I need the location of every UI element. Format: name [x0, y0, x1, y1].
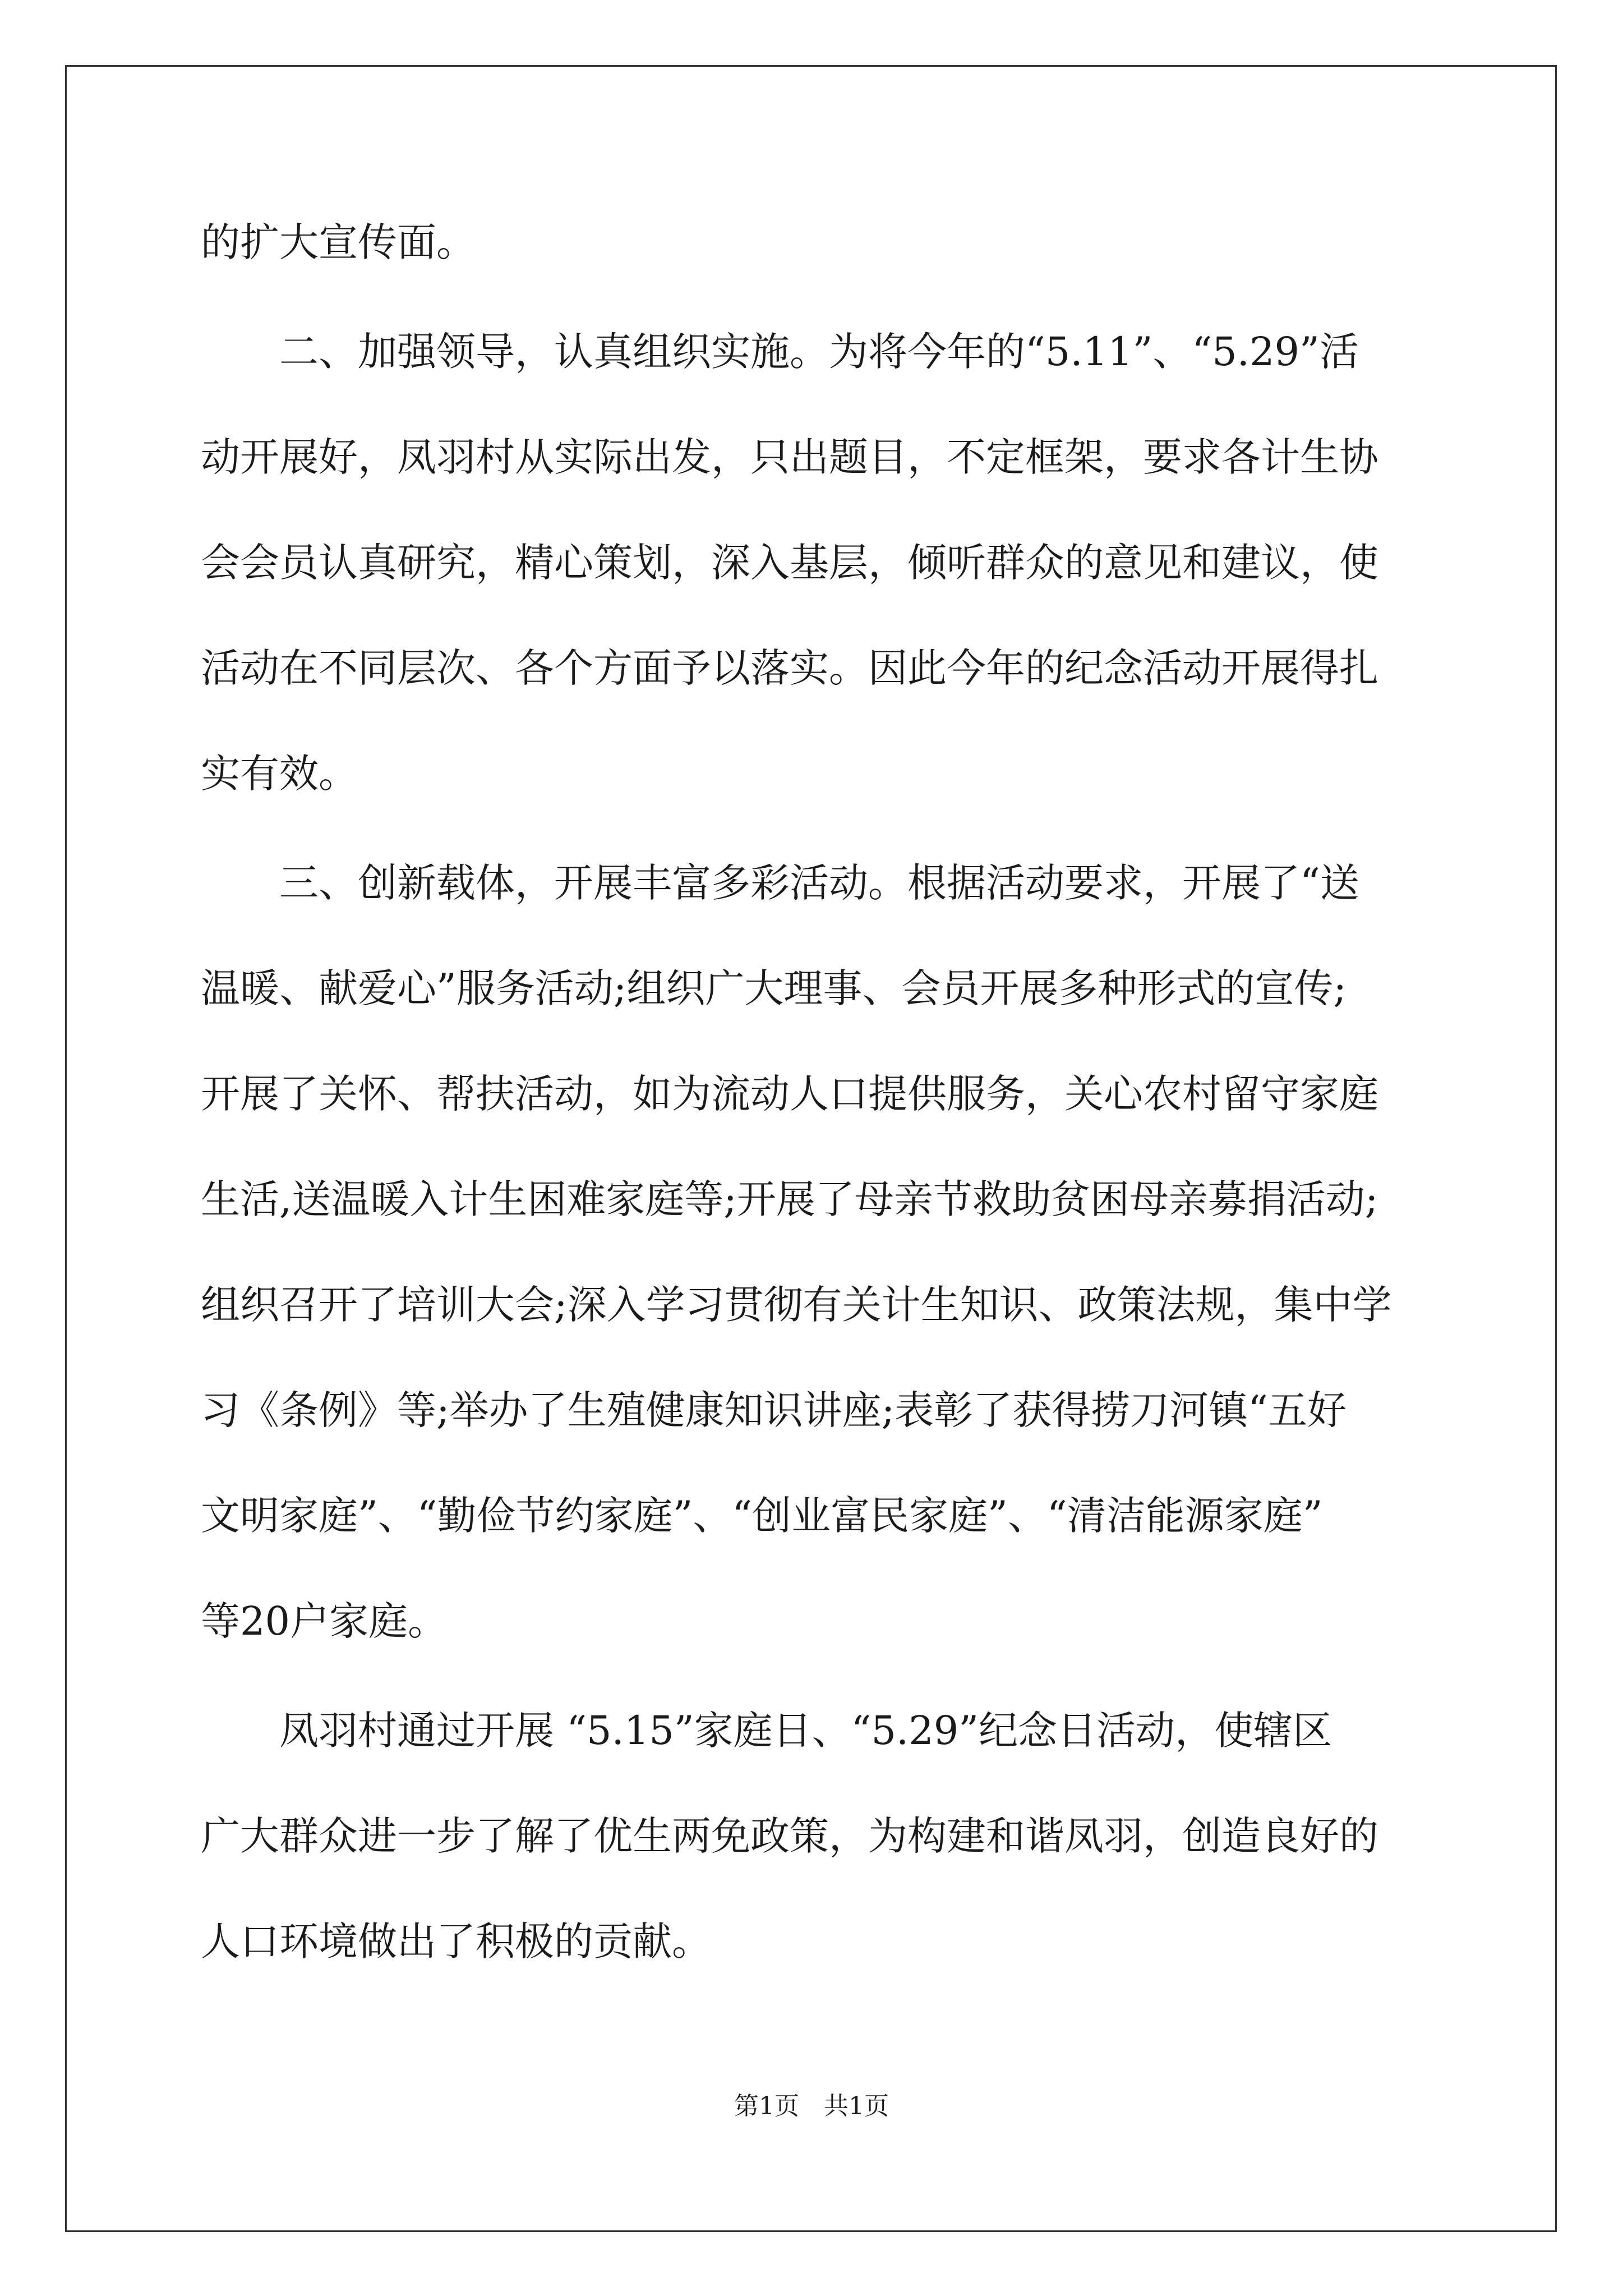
text-line: 等20户家庭。	[201, 1598, 448, 1644]
page-border	[65, 65, 1557, 2232]
text-line: 组织召开了培训大会;深入学习贯彻有关计生知识、政策法规，集中学	[201, 1282, 1392, 1328]
text-line: 广大群众进一步了解了优生两免政策，为构建和谐凤羽，创造良好的	[201, 1813, 1378, 1859]
text-line: 实有效。	[201, 751, 358, 797]
text-line: 人口环境做出了积极的贡献。	[201, 1918, 711, 1964]
page-number: 第1页 共1页	[734, 2092, 889, 2120]
text-line: 习《条例》等;举办了生殖健康知识讲座;表彰了获得捞刀河镇“五好	[201, 1387, 1347, 1433]
text-line: 文明家庭”、“勤俭节约家庭”、“创业富民家庭”、“清洁能源家庭”	[201, 1493, 1323, 1539]
text-line: 的扩大宣传面。	[201, 219, 476, 265]
text-line: 温暖、献爱心”服务活动;组织广大理事、会员开展多种形式的宣传;	[201, 965, 1347, 1011]
text-line: 会会员认真研究，精心策划，深入基层，倾听群众的意见和建议，使	[201, 540, 1378, 586]
text-line: 开展了关怀、帮扶活动，如为流动人口提供服务，关心农村留守家庭	[201, 1071, 1378, 1117]
text-line: 三、创新载体，开展丰富多彩活动。根据活动要求，开展了“送	[201, 860, 1359, 906]
text-line: 二、加强领导，认真组织实施。为将今年的“5.11”、“5.29”活	[201, 329, 1359, 375]
text-line: 生活,送温暖入计生困难家庭等;开展了母亲节救助贫困母亲募捐活动;	[201, 1176, 1378, 1222]
text-line: 活动在不同层次、各个方面予以落实。因此今年的纪念活动开展得扎	[201, 645, 1378, 691]
text-line: 动开展好，凤羽村从实际出发，只出题目，不定框架，要求各计生协	[201, 434, 1378, 480]
text-line: 凤羽村通过开展 “5.15”家庭日、“5.29”纪念日活动，使辖区	[201, 1708, 1332, 1754]
